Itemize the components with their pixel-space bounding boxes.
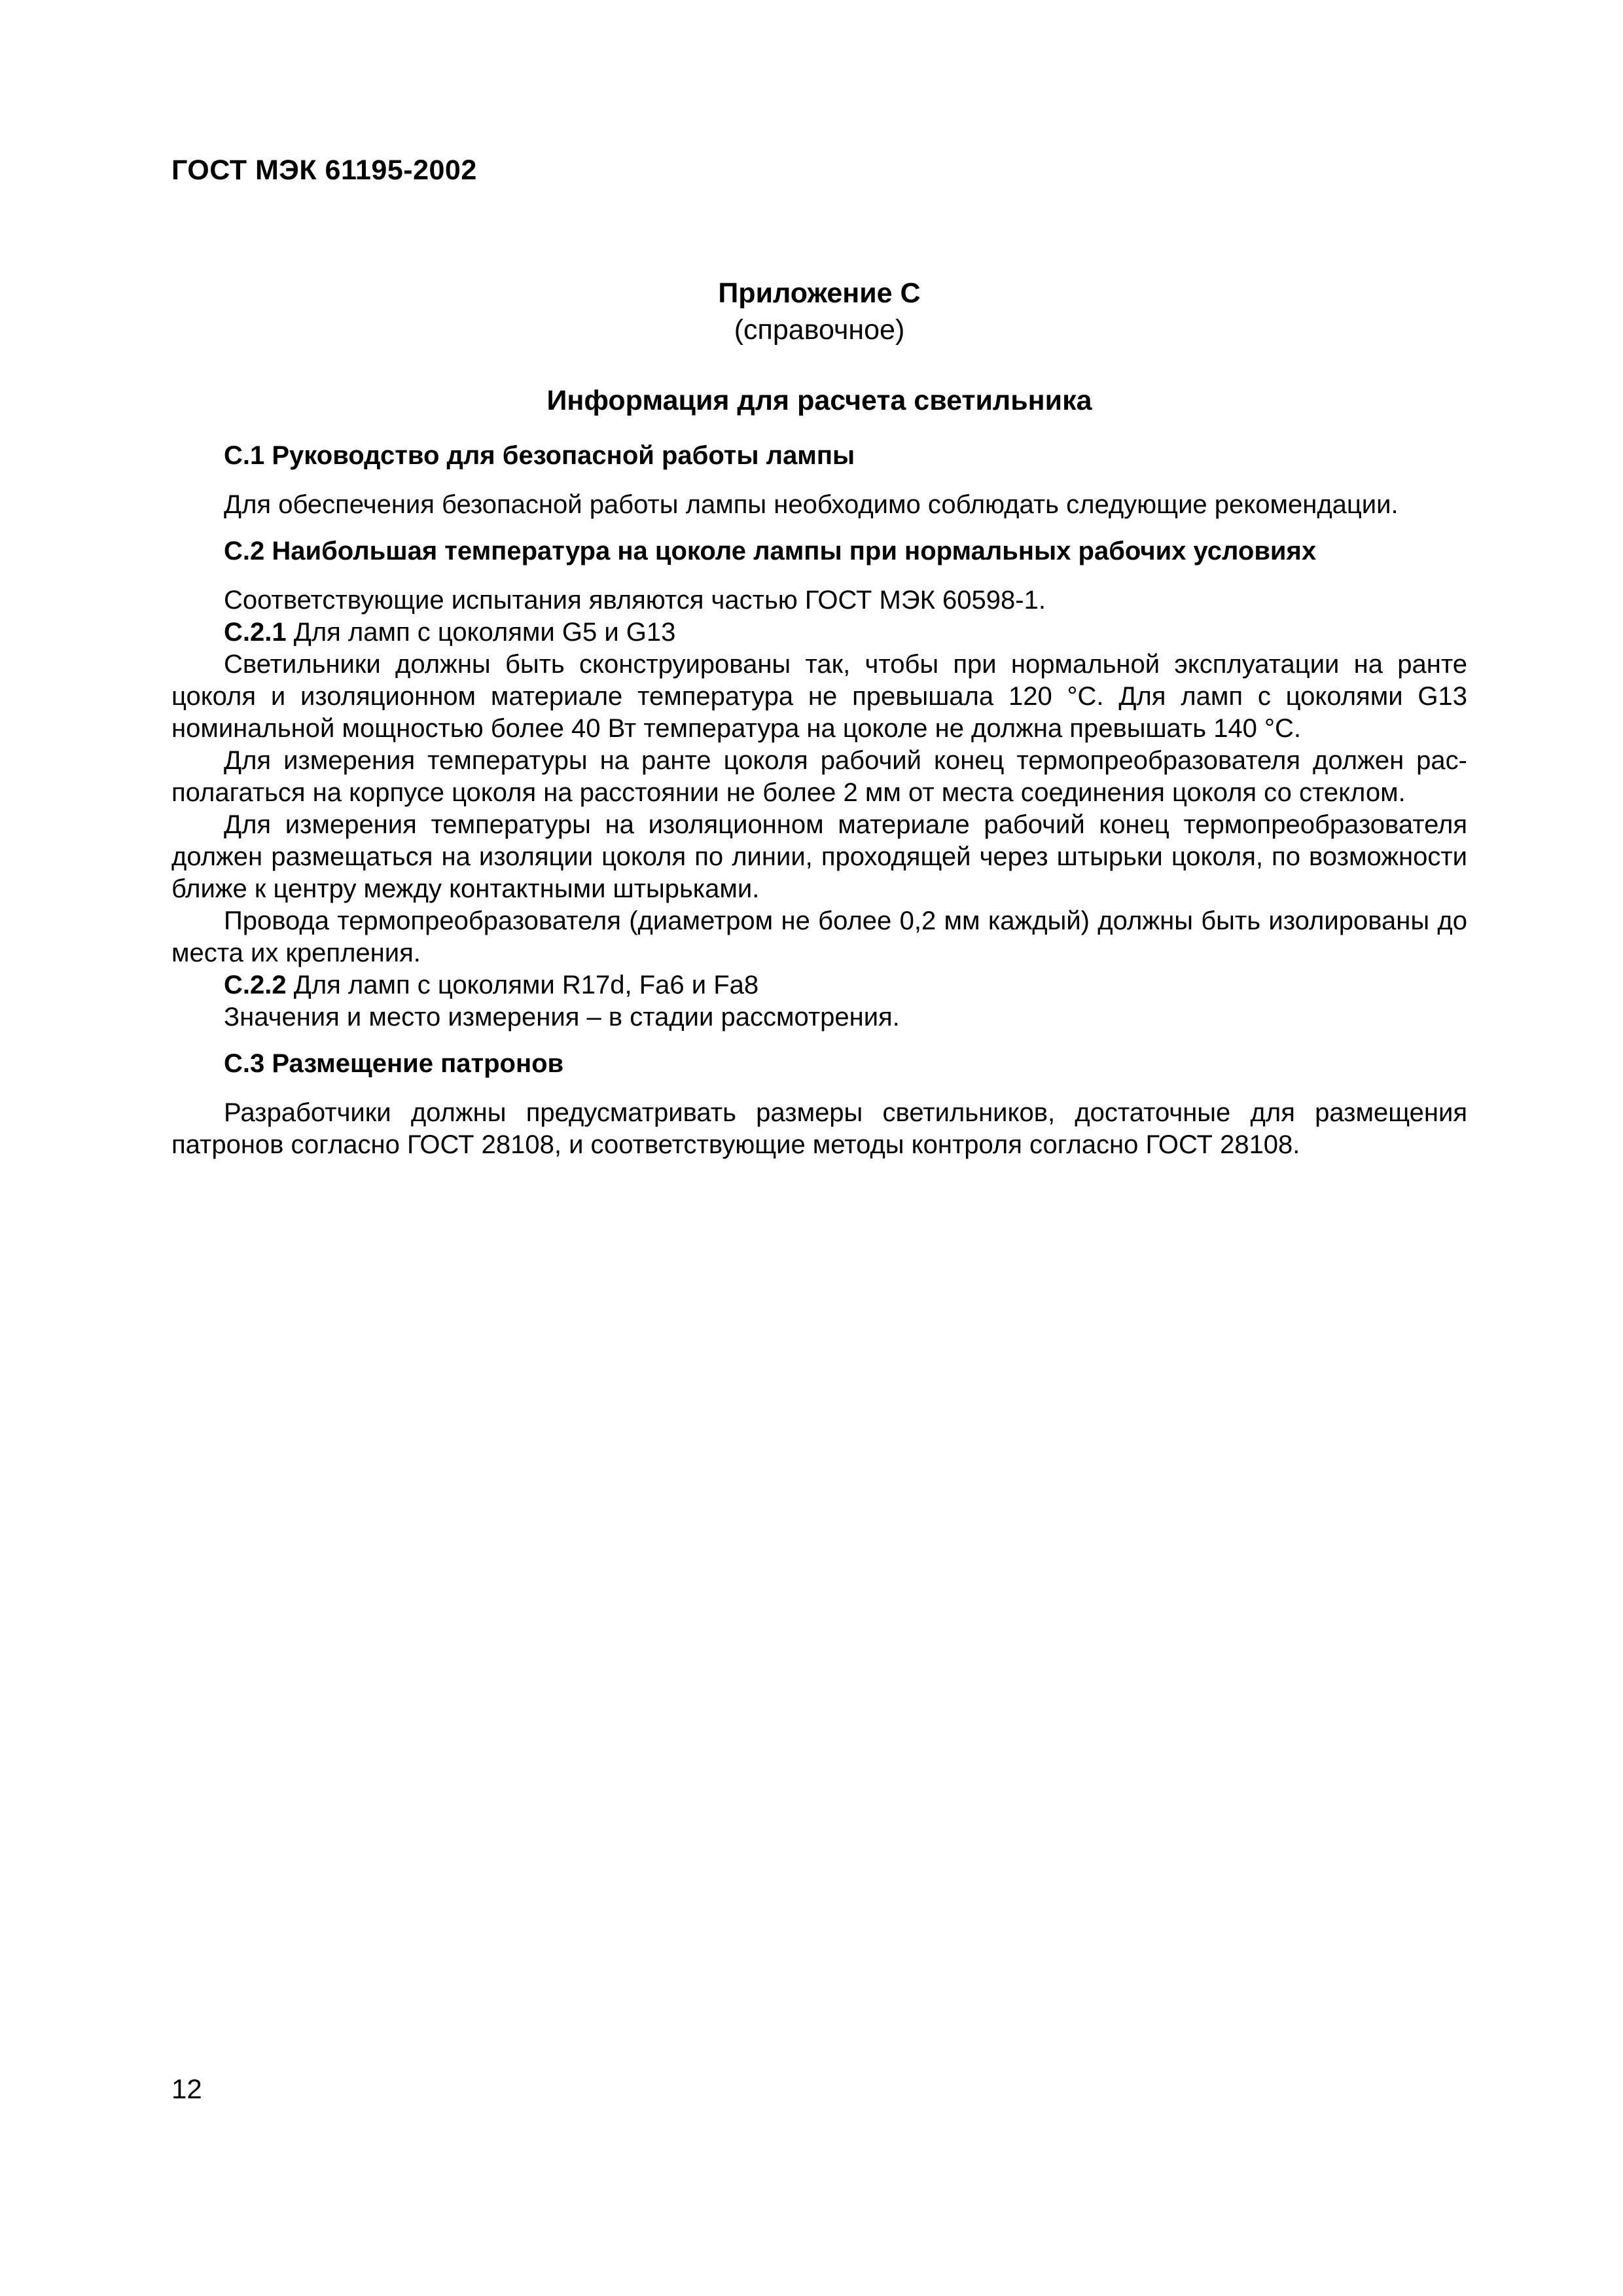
document-code: ГОСТ МЭК 61195-2002 — [171, 154, 477, 186]
section-heading-c3: С.3 Размещение патронов — [224, 1049, 564, 1078]
paragraph: Соответствующие испытания являются частью ГОСТ МЭК 60598-1. — [224, 586, 1046, 615]
subsection-heading-c21 — [171, 617, 1467, 649]
paragraph: Светильники должны быть сконструированы так, чтобы при нормальной эксплуатации на ранте цоколя и изоляционном материале температура не превышала 120 °С. Для ламп с цоколями G13 номинальной мощностью более 40 Вт температура на цоколе не должна превышать 140 °С. — [171, 650, 1467, 743]
subsection-number: С.2.2 — [224, 971, 287, 999]
paragraph: Для измерения температуры на изоляционном материале рабочий конец термопреобразователя должен размещаться на изоляции цоколя по линии, проходящей через штырьки цоколя, по возможности ближе к центру между контактными штырьками. — [171, 810, 1467, 903]
section-heading-c2: С.2 Наибольшая температура на цоколе лампы при нормальных рабочих условиях — [224, 537, 1317, 565]
paragraph: Для обеспечения безопасной работы лампы необходимо соблюдать следующие рекомендации. — [224, 490, 1399, 519]
paragraph: Значения и место измерения – в стадии рассмотрения. — [224, 1003, 900, 1031]
section-heading-c1: С.1 Руководство для безопасной работы лампы — [224, 441, 855, 470]
subsection-title: Для ламп с цоколями G5 и G13 — [286, 618, 676, 647]
appendix-status: (справочное) — [734, 314, 905, 346]
appendix-title-block — [171, 275, 1467, 348]
subsection-heading-c22 — [171, 969, 1467, 1001]
appendix-heading: Информация для расчета светильника — [546, 385, 1092, 416]
paragraph: Разработчики должны предусматривать размеры светильников, достаточные для размещения патронов согласно ГОСТ 28108, и соответствующие методы контроля согласно ГОСТ 28108. — [171, 1098, 1467, 1159]
appendix-title: Приложение С — [718, 278, 921, 309]
page-number: 12 — [171, 2073, 202, 2104]
subsection-number: С.2.1 — [224, 618, 287, 647]
paragraph: Для измерения температуры на ранте цоколя рабочий конец термопреобразователя должен располагаться на корпусе цоколя на расстоянии не более 2 мм от места соединения цоколя со стеклом. — [171, 746, 1467, 807]
paragraph: Провода термопреобразователя (диаметром не более 0,2 мм каждый) должны быть изолированы до места их крепления. — [171, 906, 1467, 967]
document-body — [171, 440, 1467, 1161]
subsection-title: Для ламп с цоколями R17d, Fa6 и Fa8 — [286, 971, 759, 999]
